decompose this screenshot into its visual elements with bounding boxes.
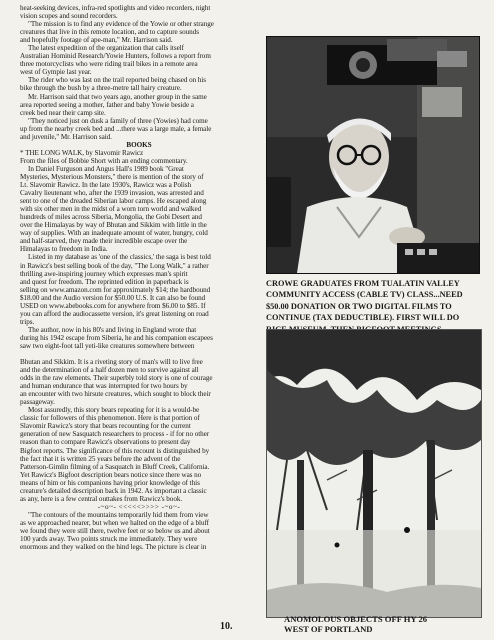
book-line: Mysteries, Mysterious Monsters," there is mention of the story of — [20, 172, 204, 181]
article-line: The latest expedition of the organization that calls itself — [28, 44, 184, 53]
book-line: From the files of Bobbie Short with an ending commentary. — [20, 156, 188, 165]
book-line: reason than to compare Rawicz's observations to present day — [20, 438, 191, 447]
book-line: generation of new Sasquatch researchers to process - if for no other — [20, 430, 210, 439]
photo-man-with-camera-illustration — [267, 37, 479, 273]
book-line: thrilling awe-inspiring journey which expresses man's spirit — [20, 269, 188, 278]
article-line: vision scopes and sound recorders. — [20, 12, 118, 21]
book-line: Bhutan and Sikkim. It is a riveting story of man's will to live free — [20, 358, 203, 367]
book-line: $18.00 and the Audio version for $50.00 U.S. It can also be found — [20, 293, 206, 302]
photo-man-with-camera — [266, 36, 480, 274]
photo-anomalous-objects — [266, 329, 482, 618]
book-line: Patterson-Gimlin filming of a Sasquatch in Bluff Creek, California. — [20, 462, 210, 471]
book-line: Most assuredly, this story bears repeating for it is a would-be — [28, 406, 200, 415]
book-line: passageway. — [20, 398, 55, 407]
article-line: and juvenile," Mr. Harrison said. — [20, 132, 112, 141]
book-line: during his 1942 escape from Siberia, he and his companion escapees — [20, 333, 213, 342]
quote-line: "The contours of the mountains temporarily hid them from view — [28, 510, 209, 519]
book-line: over the Himalayas by way of Bhutan and Sikkim with little in the — [20, 221, 207, 230]
book-line: The author, now in his 80's and living in England wrote that — [28, 325, 197, 334]
books-heading: BOOKS — [126, 140, 152, 149]
book-line: Lt. Slavomir Rawicz. In the late 1930's, Rawicz was a Polish — [20, 181, 192, 190]
book-line: and human endurance that was interrupted for two hours by — [20, 382, 188, 391]
book-line: and quest for freedom. The reprinted edition in paperback is — [20, 277, 189, 286]
caption-line: $50.00 DONATION OR TWO DIGITAL FILMS TO — [266, 301, 452, 311]
book-line: * THE LONG WALK, by Slavomir Rawicz — [20, 148, 144, 157]
book-line: as any, here is a few central outtakes from Rawicz's book. — [20, 494, 183, 503]
page-number: 10. — [220, 621, 233, 632]
book-line: an encounter with two hirsute creatures, which sought to block their — [20, 390, 211, 399]
article-line: "They noticed just on dusk a family of three (Yowies) had come — [28, 116, 208, 125]
quote-line: 100 yards away. Two points struck me immediately. They were — [20, 535, 198, 544]
article-line: three motorcyclists who were riding trail bikes in a remote area — [20, 60, 198, 69]
photo-caption-crowe — [266, 278, 490, 335]
quote-line: we found they were still there, twelve feet or so below us and about — [20, 527, 210, 535]
book-line: odds in the raw elements. Their superbly told story is one of courage — [20, 374, 213, 383]
book-line: in Rawicz's best selling book of the day, "The Long Walk," a rather — [20, 261, 209, 270]
article-column — [20, 4, 258, 604]
article-line: area reported seeing a mother, father and baby Yowie beside a — [20, 100, 194, 109]
article-line: "The mission is to find any evidence of the Yowie or other strange — [28, 20, 214, 29]
book-line: Listed in my database as 'one of the classics,' the saga is best told — [28, 253, 211, 262]
article-line: heat-seeking devices, infra-red spotlights and video recorders, night — [20, 4, 211, 12]
caption-line: ANOMOLOUS OBJECTS OFF HY 26 — [284, 614, 428, 624]
book-line: USED on www.abebooks.com for anywhere from $6.00 to $85. If — [20, 301, 206, 310]
article-line: The rider who was last on the trail reported being chased on his — [28, 76, 207, 85]
caption-line: CONTINUE (TAX DEDUCTIBLE). FIRST WILL DO — [266, 313, 460, 323]
book-line: creature's detailed description back in 1942. As important a classic — [20, 486, 207, 495]
book-line: Himalayas to freedom in India. — [20, 245, 108, 254]
article-line: up from the nearby creek bed and ...there was a large male, a female — [20, 124, 212, 133]
quote-line: enormous and they walked on the hind legs. The picture is clear in — [20, 543, 207, 552]
book-line: selling on www.amazon.com for approximately $14; the hardbound — [20, 285, 211, 294]
section-separator: -~o~- <<<<<>>>> -~o~- — [97, 502, 181, 511]
book-line: Cavalry lieutenant who, after the 1939 invasion, was arrested and — [20, 189, 204, 198]
book-line: saw two eight-foot tall yeti-like creatures somewhere between — [20, 341, 195, 350]
book-line: the fact that it is written 25 years before the advent of the — [20, 454, 181, 463]
book-line: classic for followers of this phenomenon. Here is that portion of — [20, 414, 200, 423]
book-line: sent to one of the dreaded Siberian labor camps. He escaped along — [20, 197, 207, 206]
caption-line: WEST OF PORTLAND — [284, 624, 373, 634]
quote-line: as we approached nearer, but when we halted on the edge of a bluff — [20, 518, 209, 527]
article-line: bike through the bush by a three-metre tall hairy creature. — [20, 84, 182, 93]
article-line: creatures that live in this remote location, and to capture sounds — [20, 28, 199, 37]
article-line: and hopefully footage of ape-man," Mr. Harrison said. — [20, 36, 173, 45]
book-line: In Daniel Furguson and Angus Hall's 1989 book "Great — [28, 164, 184, 173]
article-line: Mr. Harrison said that two years ago, another group in the same — [28, 92, 207, 101]
book-line: with six other men in the midst of a worn torn world and walked — [20, 205, 202, 214]
book-line: Yet Rawicz's Bigfoot description bears notice since there was no — [20, 470, 202, 479]
book-line: means of him or his companions having prior knowledge of this — [20, 478, 200, 487]
article-line: Australian Hominid Research/Yowie Hunters, follows a report from — [20, 52, 211, 61]
book-line: way of supplies. With an inadequate amount of water, hungry, cold — [20, 229, 208, 238]
book-line: Slavomir Rawicz's story that bears recounting for the current — [20, 422, 191, 431]
book-line: and half-starved, they made their incredible escape over the — [20, 237, 188, 246]
article-line: west of Gympie last year. — [20, 68, 92, 77]
book-line: hundreds of miles across Siberia, Mongolia, the Gobi Desert and — [20, 213, 202, 222]
photo-caption-anomolous — [284, 614, 484, 640]
article-line: creek bed near their camp site. — [20, 108, 106, 117]
caption-line: COMMUNITY ACCESS (CABLE TV) CLASS...NEED — [266, 290, 463, 300]
book-line: and the determination of a half dozen men to survive against all — [20, 366, 199, 375]
book-line: trips. — [20, 317, 35, 326]
book-line: Bigfoot reports. The significance of this recount is distinguished by — [20, 446, 210, 455]
book-line: you can afford the audiocassette version, it's great listening on road — [20, 309, 209, 318]
blank-line — [20, 350, 258, 358]
photo-anomalous-objects-illustration — [267, 330, 481, 617]
caption-line: CROWE GRADUATES FROM TUALATIN VALLEY — [266, 279, 460, 288]
